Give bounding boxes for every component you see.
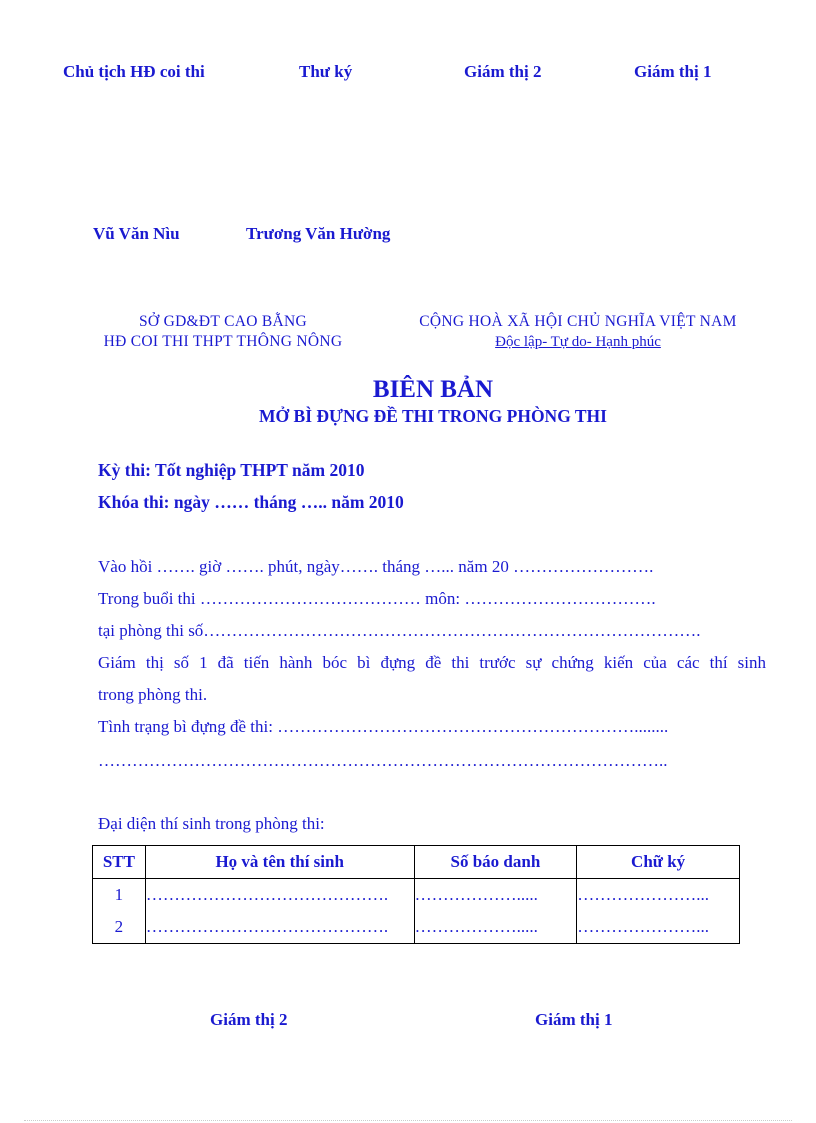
envelope-condition-line: Tình trạng bì đựng đề thi: ………………………………………………………........ bbox=[98, 717, 669, 736]
proctor1-signature-label: Giám thị 1 bbox=[634, 62, 712, 81]
signer-name-2: Trương Văn Hường bbox=[246, 224, 391, 243]
document-subtitle: MỞ BÌ ĐỰNG ĐỀ THI TRONG PHÒNG THI bbox=[259, 406, 607, 426]
dept-line-1: SỞ GD&ĐT CAO BẰNG bbox=[138, 313, 307, 330]
secretary-signature-label: Thư ký bbox=[299, 62, 353, 81]
dept-line-2: HĐ COI THI THPT THÔNG NÔNG bbox=[103, 333, 343, 350]
exam-session: Khóa thi: ngày …… tháng ….. năm 2010 bbox=[98, 492, 404, 512]
header-sbd: Số báo danh bbox=[414, 846, 577, 879]
name-2: ……………………………………. bbox=[145, 917, 389, 936]
exam-name: Kỳ thi: Tốt nghiệp THPT năm 2010 bbox=[98, 460, 365, 480]
bottom-proctor1-label: Giám thị 1 bbox=[535, 1010, 613, 1029]
name-cell bbox=[145, 879, 414, 944]
statement-line: Giám thị số 1 đã tiến hành bóc bì đựng đề thi trước sự chứng kiến của các thí sinh bbox=[98, 653, 766, 672]
republic-title: CỘNG HOÀ XÃ HỘI CHỦ NGHĨA VIỆT NAM bbox=[419, 313, 737, 330]
header-sign: Chữ ký bbox=[577, 846, 740, 879]
time-line: Vào hồi ……. giờ ……. phút, ngày……. tháng …... năm 20 ……………………. bbox=[98, 557, 654, 576]
header-stt: STT bbox=[93, 846, 146, 879]
envelope-condition-continued: ……………………………………………………………………………………….. bbox=[98, 751, 668, 770]
signer-name-1: Vũ Văn Nìu bbox=[93, 224, 180, 243]
name-1: ……………………………………. bbox=[145, 885, 389, 904]
chairman-signature-label: Chủ tịch HĐ coi thi bbox=[63, 62, 205, 81]
sbd-2: ………………..... bbox=[414, 917, 538, 936]
document-title: BIÊN BẢN bbox=[372, 376, 494, 403]
sbd-1: ………………..... bbox=[414, 885, 538, 904]
room-line: tại phòng thi số……………………………………………………………………………. bbox=[98, 621, 701, 640]
motto-wrapper bbox=[392, 334, 764, 351]
sign-cell bbox=[577, 879, 740, 944]
sign-1: …………………... bbox=[577, 885, 709, 904]
sbd-cell bbox=[414, 879, 577, 944]
stt-1: 1 bbox=[114, 885, 124, 904]
sign-2: …………………... bbox=[577, 917, 709, 936]
bottom-proctor2-label: Giám thị 2 bbox=[210, 1010, 288, 1029]
motto: Độc lập- Tự do- Hạnh phúc bbox=[495, 334, 661, 350]
session-subject-line: Trong buổi thi ………………………………… môn: ……………………………. bbox=[98, 589, 656, 608]
stt-2: 2 bbox=[114, 917, 124, 936]
table-header-row bbox=[93, 846, 740, 879]
candidate-table bbox=[92, 845, 740, 944]
statement-line-continued: trong phòng thi. bbox=[98, 685, 208, 704]
representative-label: Đại diện thí sinh trong phòng thi: bbox=[98, 814, 325, 833]
table-body-row bbox=[93, 879, 740, 944]
stt-cell bbox=[93, 879, 146, 944]
proctor2-signature-label: Giám thị 2 bbox=[464, 62, 542, 81]
page-bottom-divider bbox=[24, 1120, 792, 1121]
header-name: Họ và tên thí sinh bbox=[145, 846, 414, 879]
